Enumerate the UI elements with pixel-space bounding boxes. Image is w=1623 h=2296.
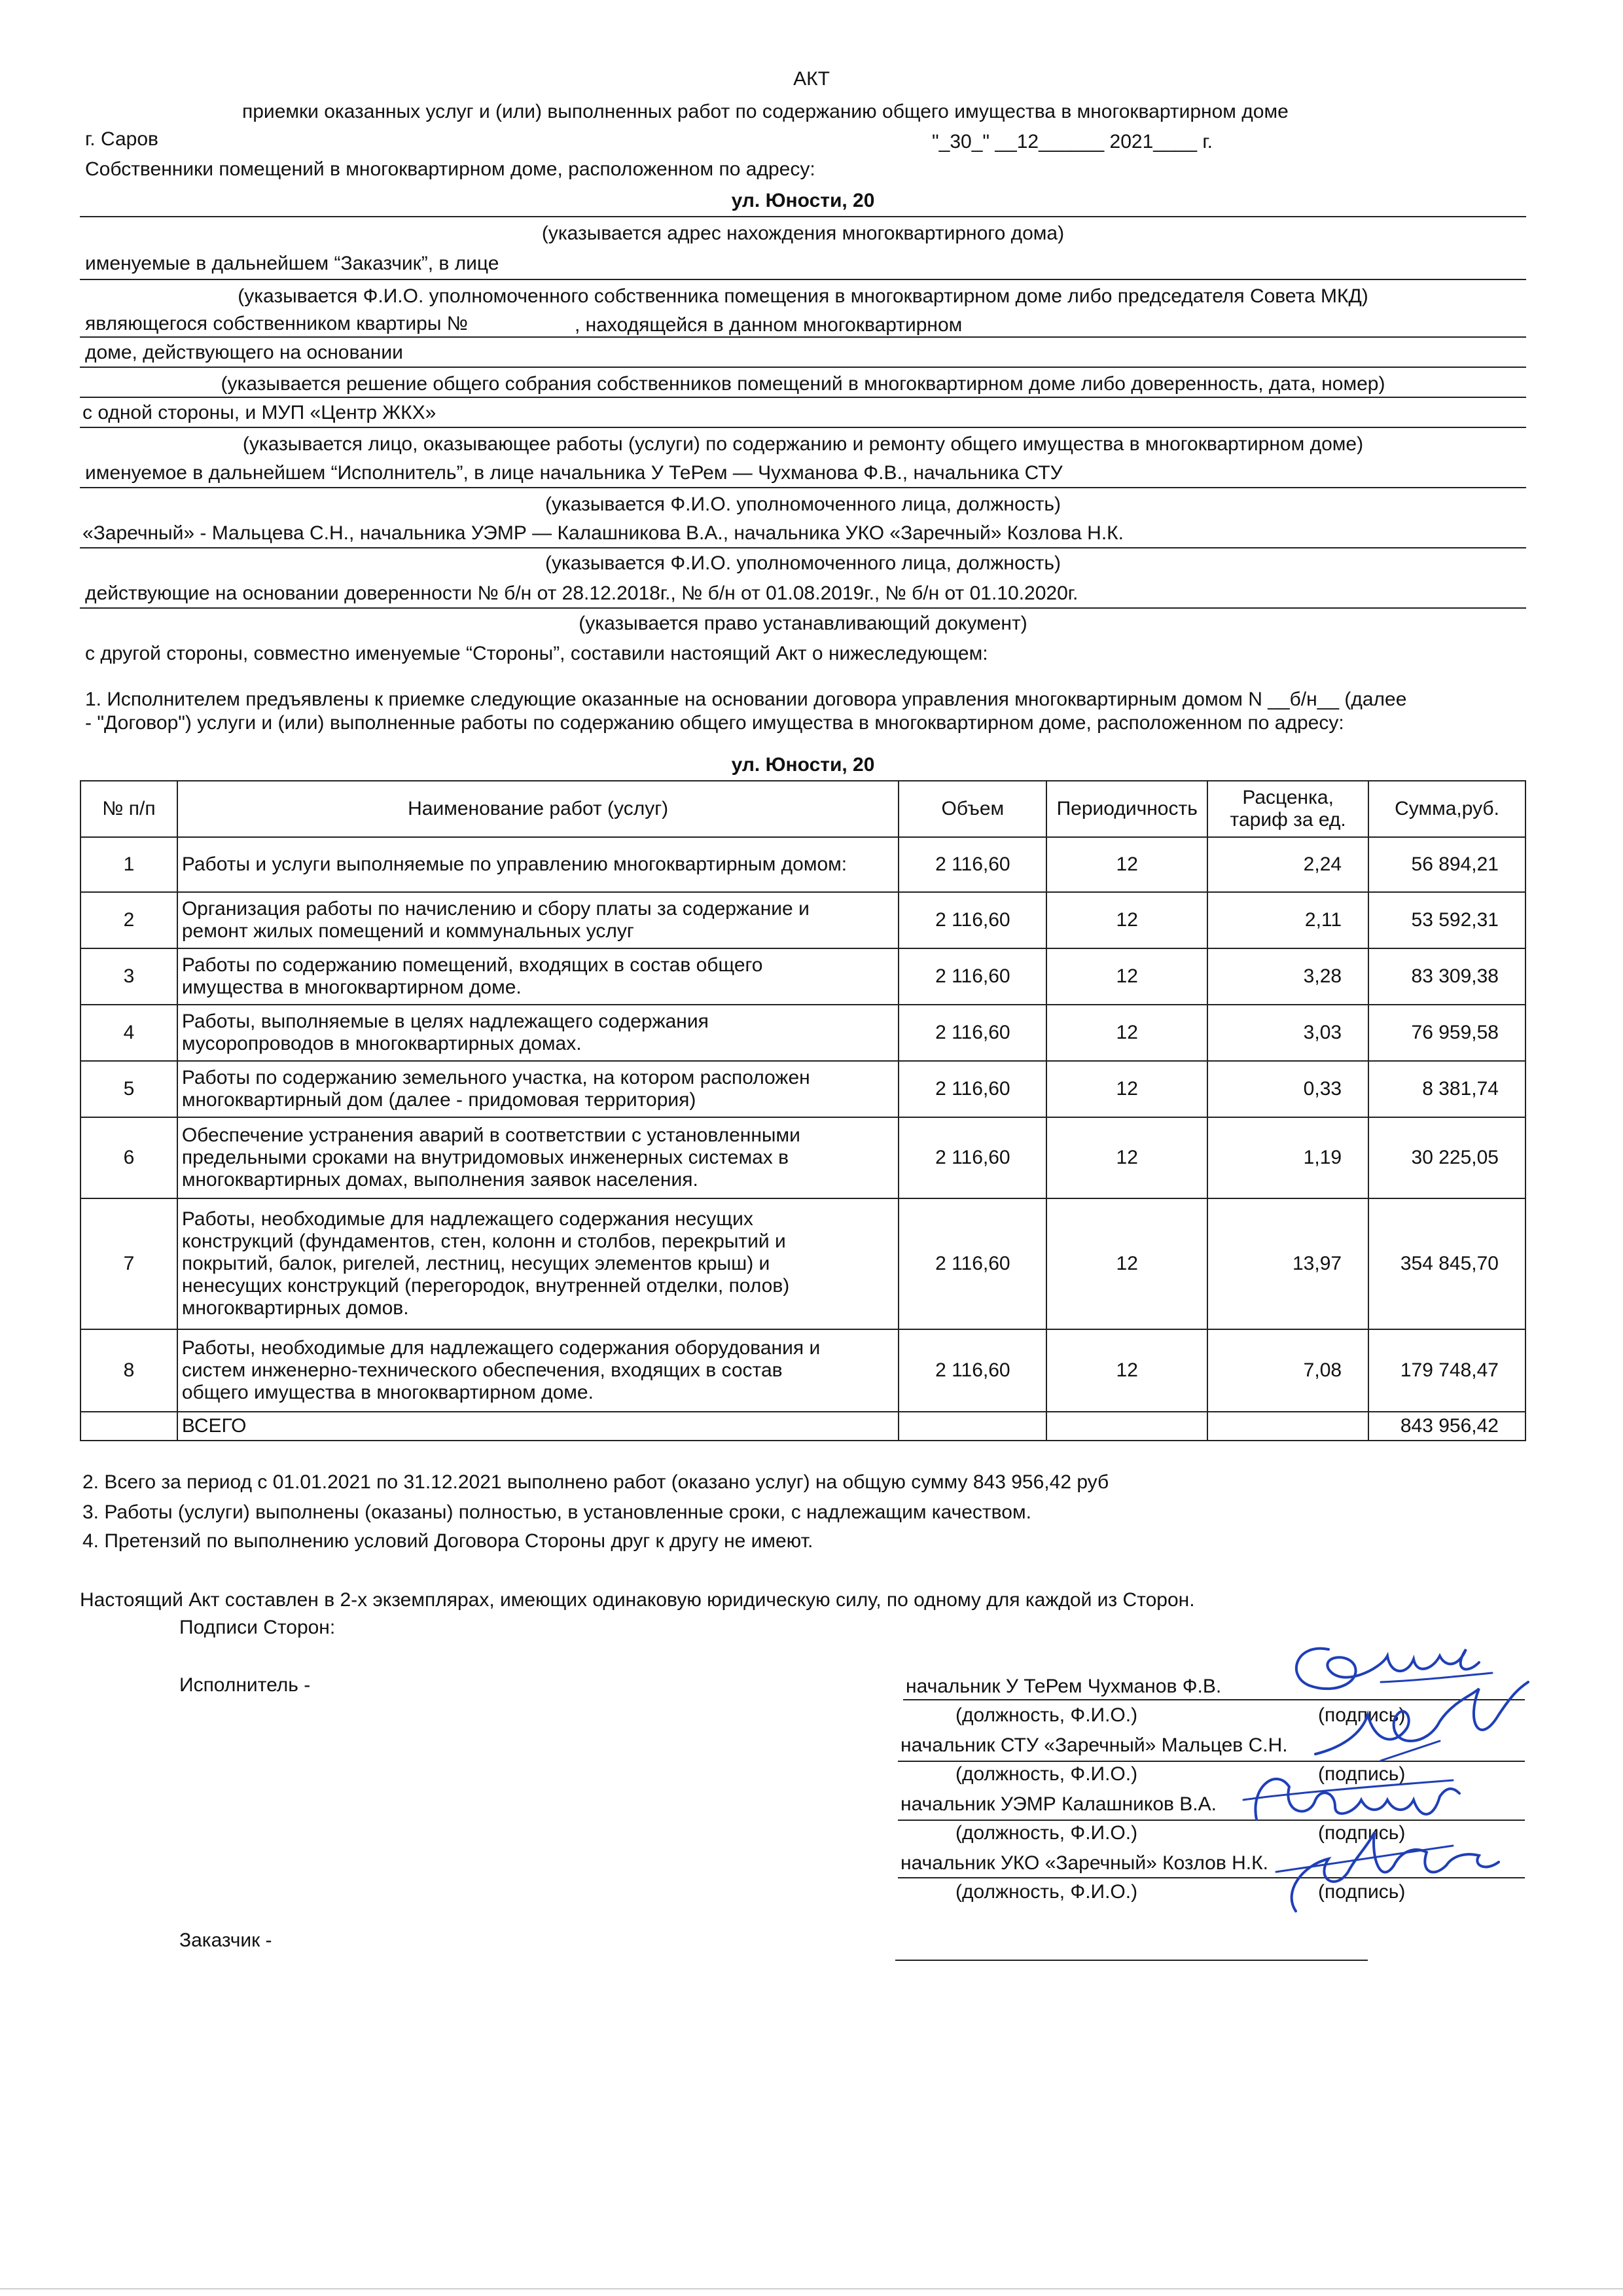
item1-line2: - "Договор") услуги и (или) выполненные работы по содержанию общего имущества в многоквартирном доме, расположенном по адресу:: [85, 712, 1344, 734]
scan-edge-line: [0, 2288, 1623, 2289]
table-address: ул. Юности, 20: [731, 754, 875, 776]
row-periodicity: 12: [1046, 1061, 1207, 1117]
row-number: 4: [80, 1005, 177, 1061]
row-rate: 2,24: [1207, 837, 1368, 892]
item1-line1: 1. Исполнителем предъявлены к приемке следующие оказанные на основании договора управления многоквартирным домом N __б/н__ (далее: [85, 689, 1407, 710]
basis-rule: [80, 367, 1526, 368]
works-table: [80, 780, 1526, 1441]
signatures-title: Подписи Сторон:: [179, 1617, 336, 1638]
row-work-name: Работы по содержанию земельного участка, на котором расположен многоквартирный дом (далее - придомовая территория): [177, 1061, 899, 1117]
row-volume: 2 116,60: [899, 892, 1046, 948]
signer-1-position-note: (должность, Ф.И.О.): [955, 1704, 1138, 1726]
table-row: [80, 892, 1525, 948]
total-label: ВСЕГО: [177, 1412, 899, 1441]
row-volume: 2 116,60: [899, 1329, 1046, 1412]
signer-1: начальник У ТеРем Чухманов Ф.В.: [906, 1676, 1222, 1697]
clause-3: 3. Работы (услуги) выполнены (оказаны) полностью, в установленные сроки, с надлежащим качеством.: [82, 1501, 1031, 1523]
side-rule: [80, 427, 1526, 428]
signer-2-sign-note: (подпись): [1318, 1763, 1406, 1785]
final-clause: Настоящий Акт составлен в 2-х экземплярах, имеющих одинаковую юридическую силу, по одному для каждой из Сторон.: [80, 1589, 1195, 1611]
signer-3-position-note: (должность, Ф.И.О.): [955, 1822, 1138, 1844]
table-row: [80, 1198, 1525, 1329]
row-periodicity: 12: [1046, 1329, 1207, 1412]
row-work-name: Обеспечение устранения аварий в соответствии с установленными предельными сроками на внутридомовых инженерных системах в многоквартирных домах, выполнения заявок населения.: [177, 1117, 899, 1198]
row-work-name: Организация работы по начислению и сбору платы за содержание и ремонт жилых помещений и коммунальных услуг: [177, 892, 899, 948]
city: г. Саров: [85, 128, 158, 150]
contractor-line-2: «Заречный» - Мальцева С.Н., начальника УЭМР — Калашникова В.А., начальника УКО «Заречный» Козлова Н.К.: [82, 522, 1124, 544]
total-empty-cell: [1207, 1412, 1368, 1441]
row-work-name: Работы, выполняемые в целях надлежащего содержания мусоропроводов в многоквартирных домах.: [177, 1005, 899, 1061]
row-rate: 1,19: [1207, 1117, 1368, 1198]
row-volume: 2 116,60: [899, 837, 1046, 892]
address-field: ул. Юности, 20: [731, 190, 875, 211]
contractor-note: (указывается Ф.И.О. уполномоченного лица, должность): [544, 493, 1061, 515]
col-header-name: Наименование работ (услуг): [177, 781, 899, 837]
row-number: 2: [80, 892, 177, 948]
signer-2: начальник СТУ «Заречный» Мальцев С.Н.: [901, 1734, 1288, 1756]
table-row: [80, 1005, 1525, 1061]
table-row: [80, 948, 1525, 1005]
contractor-label: Исполнитель -: [179, 1674, 311, 1696]
row-volume: 2 116,60: [899, 948, 1046, 1005]
row-work-name: Работы, необходимые для надлежащего содержания несущих конструкций (фундаментов, стен, колонн и столбов, перекрытий и покрытий, балок, ригелей, лестниц, несущих элементов крыш) и ненесущих конструкций (перегородок, внутренней отделки, полов) многоквартирных домов.: [177, 1198, 899, 1329]
side-note: (указывается лицо, оказывающее работы (услуги) по содержанию и ремонту общего имущества в многоквартирном доме): [242, 433, 1364, 455]
row-periodicity: 12: [1046, 1005, 1207, 1061]
row-volume: 2 116,60: [899, 1005, 1046, 1061]
row-volume: 2 116,60: [899, 1117, 1046, 1198]
row-number: 5: [80, 1061, 177, 1117]
row-sum: 83 309,38: [1368, 948, 1525, 1005]
row-number: 3: [80, 948, 177, 1005]
row-periodicity: 12: [1046, 837, 1207, 892]
row-sum: 76 959,58: [1368, 1005, 1525, 1061]
act-title: АКТ: [793, 68, 830, 90]
row-number: 7: [80, 1198, 177, 1329]
row-periodicity: 12: [1046, 948, 1207, 1005]
table-header-row: [80, 781, 1525, 837]
row-volume: 2 116,60: [899, 1198, 1046, 1329]
row-work-name: Работы, необходимые для надлежащего содержания оборудования и систем инженерно-технического обеспечения, входящих в состав общего имущества в многоквартирном доме.: [177, 1329, 899, 1412]
act-subtitle: приемки оказанных услуг и (или) выполненных работ по содержанию общего имущества в многоквартирном доме: [242, 101, 1289, 122]
row-rate: 3,28: [1207, 948, 1368, 1005]
row-periodicity: 12: [1046, 1117, 1207, 1198]
row-rate: 7,08: [1207, 1329, 1368, 1412]
power-rule: [80, 607, 1526, 609]
contractor-note-2: (указывается Ф.И.О. уполномоченного лица, должность): [544, 552, 1061, 574]
signer-3-sign-note: (подпись): [1318, 1822, 1406, 1844]
signer-2-position-note: (должность, Ф.И.О.): [955, 1763, 1138, 1785]
signature-4-image: [1257, 1820, 1512, 1918]
row-number: 8: [80, 1329, 177, 1412]
customer-label: Заказчик -: [179, 1929, 272, 1951]
row-rate: 13,97: [1207, 1198, 1368, 1329]
row-periodicity: 12: [1046, 1198, 1207, 1329]
customer-line: именуемые в дальнейшем “Заказчик”, в лице: [85, 253, 499, 274]
col-header-periodicity: Периодичность: [1046, 781, 1207, 837]
customer-signature-field[interactable]: [895, 1960, 1368, 1961]
owner-rule: [80, 336, 1526, 338]
row-work-name: Работы по содержанию помещений, входящих в состав общего имущества в многоквартирном доме.: [177, 948, 899, 1005]
address-note: (указывается адрес нахождения многоквартирного дома): [541, 223, 1065, 244]
table-row: [80, 1117, 1525, 1198]
row-sum: 8 381,74: [1368, 1061, 1525, 1117]
row-rate: 0,33: [1207, 1061, 1368, 1117]
col-header-sum: Сумма,руб.: [1368, 781, 1525, 837]
signer-4-sign-note: (подпись): [1318, 1881, 1406, 1903]
contractor-line: именуемое в дальнейшем “Исполнитель”, в лице начальника У ТеРем — Чухманова Ф.В., начальника СТУ: [85, 462, 1063, 484]
col-header-rate: Расценка, тариф за ед.: [1207, 781, 1368, 837]
row-number: 1: [80, 837, 177, 892]
address-rule: [80, 216, 1526, 217]
row-work-name: Работы и услуги выполняемые по управлению многоквартирным домом:: [177, 837, 899, 892]
signer-4-position-note: (должность, Ф.И.О.): [955, 1881, 1138, 1903]
row-sum: 179 748,47: [1368, 1329, 1525, 1412]
total-empty-cell: [1046, 1412, 1207, 1441]
owner-line-a: являющегося собственником квартиры №: [85, 313, 468, 334]
signer-4: начальник УКО «Заречный» Козлов Н.К.: [901, 1852, 1268, 1874]
customer-rule: [80, 279, 1526, 280]
total-empty-cell: [80, 1412, 177, 1441]
power-line: действующие на основании доверенности № б/н от 28.12.2018г., № б/н от 01.08.2019г., № б/н от 01.10.2020г.: [85, 583, 1079, 604]
row-periodicity: 12: [1046, 892, 1207, 948]
total-sum: 843 956,42: [1368, 1412, 1525, 1441]
customer-note: (указывается Ф.И.О. уполномоченного собственника помещения в многоквартирном доме либо председателя Совета МКД): [238, 285, 1368, 307]
owners-line: Собственники помещений в многоквартирном доме, расположенном по адресу:: [85, 158, 815, 180]
row-sum: 354 845,70: [1368, 1198, 1525, 1329]
parties-line: с другой стороны, совместно именуемые “Стороны”, составили настоящий Акт о нижеследующем:: [85, 643, 988, 664]
signer-1-sign-note: (подпись): [1318, 1704, 1406, 1726]
row-rate: 2,11: [1207, 892, 1368, 948]
row-rate: 3,03: [1207, 1005, 1368, 1061]
basis-rule-2: [80, 397, 1526, 398]
act-date: "_30_" __12______ 2021____ г.: [932, 131, 1213, 152]
total-empty-cell: [899, 1412, 1046, 1441]
contractor-rule-2: [80, 547, 1526, 548]
row-volume: 2 116,60: [899, 1061, 1046, 1117]
clause-4: 4. Претензий по выполнению условий Договора Стороны друг к другу не имеют.: [82, 1530, 813, 1552]
row-sum: 56 894,21: [1368, 837, 1525, 892]
owner-line-b: , находящейся в данном многоквартирном: [575, 314, 963, 336]
signer-3: начальник УЭМР Калашников В.А.: [901, 1793, 1217, 1815]
power-note: (указывается право устанавливающий документ): [579, 613, 1027, 634]
table-row: [80, 1061, 1525, 1117]
row-sum: 30 225,05: [1368, 1117, 1525, 1198]
row-number: 6: [80, 1117, 177, 1198]
table-row: [80, 1329, 1525, 1412]
side-line: с одной стороны, и МУП «Центр ЖКХ»: [82, 402, 437, 423]
table-row: [80, 837, 1525, 892]
contractor-rule: [80, 487, 1526, 488]
basis-note: (указывается решение общего собрания собственников помещений в многоквартирном доме либо доверенность, дата, номер): [221, 373, 1385, 395]
table-total-row: [80, 1412, 1525, 1441]
clause-2: 2. Всего за период с 01.01.2021 по 31.12.2021 выполнено работ (оказано услуг) на общую сумму 843 956,42 руб: [82, 1471, 1109, 1493]
basis-line: доме, действующего на основании: [85, 342, 403, 363]
col-header-volume: Объем: [899, 781, 1046, 837]
col-header-number: № п/п: [80, 781, 177, 837]
row-sum: 53 592,31: [1368, 892, 1525, 948]
